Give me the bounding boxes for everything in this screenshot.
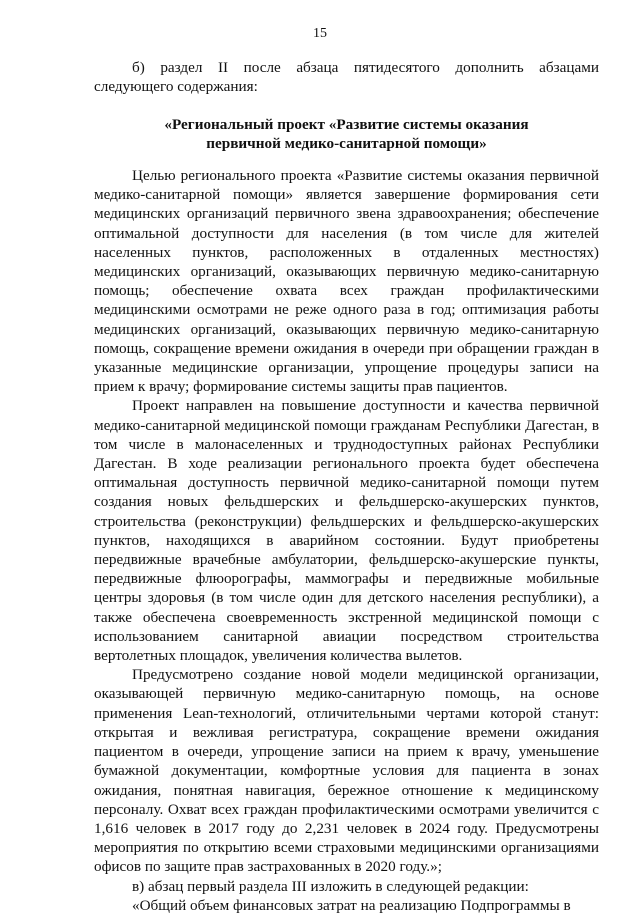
intro-paragraph: б) раздел II после абзаца пятидесятого дополнить абзацами следующего содержания: — [94, 59, 599, 96]
paragraph-goal: Целью регионального проекта «Развитие системы оказания первичной медико-санитарной помощи» является завершение формирования сети медицинских организаций первичного звена здравоохранения; обеспечение оптимальной доступности для населения (в том числе для жителей населенных пунктов, расположенных в отдаленных местностях) медицинских организаций, оказывающих первичную медико-санитарную помощь; обеспечение охвата всех граждан профилактическими медицинскими осмотрами не реже одного раза в год; оптимизация работы медицинских организаций, оказывающих первичную медико-санитарную помощь, сокращение времени ожидания в очереди при обращении граждан в указанные медицинские организации, упрощение процедуры записи на прием к врачу; формирование системы защиты прав пациентов. — [94, 167, 599, 396]
body-text — [94, 166, 599, 915]
paragraph-project: Проект направлен на повышение доступности и качества первичной медико-санитарной медицинской помощи гражданам Республики Дагестан, в том числе в малонаселенных и труднодоступных районах Республики Дагестан. В ходе реализации регионального проекта будет обеспечена оптимальная доступность первичной медико-санитарной помощи путем создания новых фельдшерских и фельдшерско-акушерских пунктов, строительства (реконструкции) фельдшерских и фельдшерско-акушерских пунктов, находящихся в аварийном состоянии. Будут приобретены передвижные врачебные амбулатории, фельдшерско-акушерские пункты, передвижные флюорографы, маммографы и передвижные мобильные центры здоровья (в том числе один для детского населения республики), а также обеспечена своевременность экстренной медицинской помощи с использованием санитарной авиации посредством строительства вертолетных площадок, увеличения количества вылетов. — [94, 397, 599, 665]
paragraph-model: Предусмотрено создание новой модели медицинской организации, оказывающей первичную медико-санитарную помощь, на основе применения Lean-технологий, отличительными чертами которой станут: открытая и вежливая регистратура, сокращение времени ожидания пациентом в очереди, упрощение записи на прием к врачу, уменьшение бумажной документации, комфортные условия для пациента в зонах ожидания, понятная навигация, бережное отношение к медицинскому персоналу. Охват всех граждан профилактическими осмотрами увеличится с 1,616 человек в 2017 году до 2,231 человек в 2024 году. Предусмотрены мероприятия по открытию всеми страховыми медицинскими организациями офисов по защите прав застрахованных в 2020 году.»; — [94, 666, 599, 876]
page-number: 15 — [313, 26, 327, 41]
paragraph-financing: «Общий объем финансовых затрат на реализацию Подпрограммы в — [132, 896, 571, 914]
heading-line-2: первичной медико-санитарной помощи» — [206, 135, 487, 153]
section-heading — [94, 115, 599, 153]
heading-line-1: «Региональный проект «Развитие системы оказания — [164, 116, 529, 133]
paragraph-section-iii: в) абзац первый раздела III изложить в следующей редакции: — [132, 877, 529, 895]
